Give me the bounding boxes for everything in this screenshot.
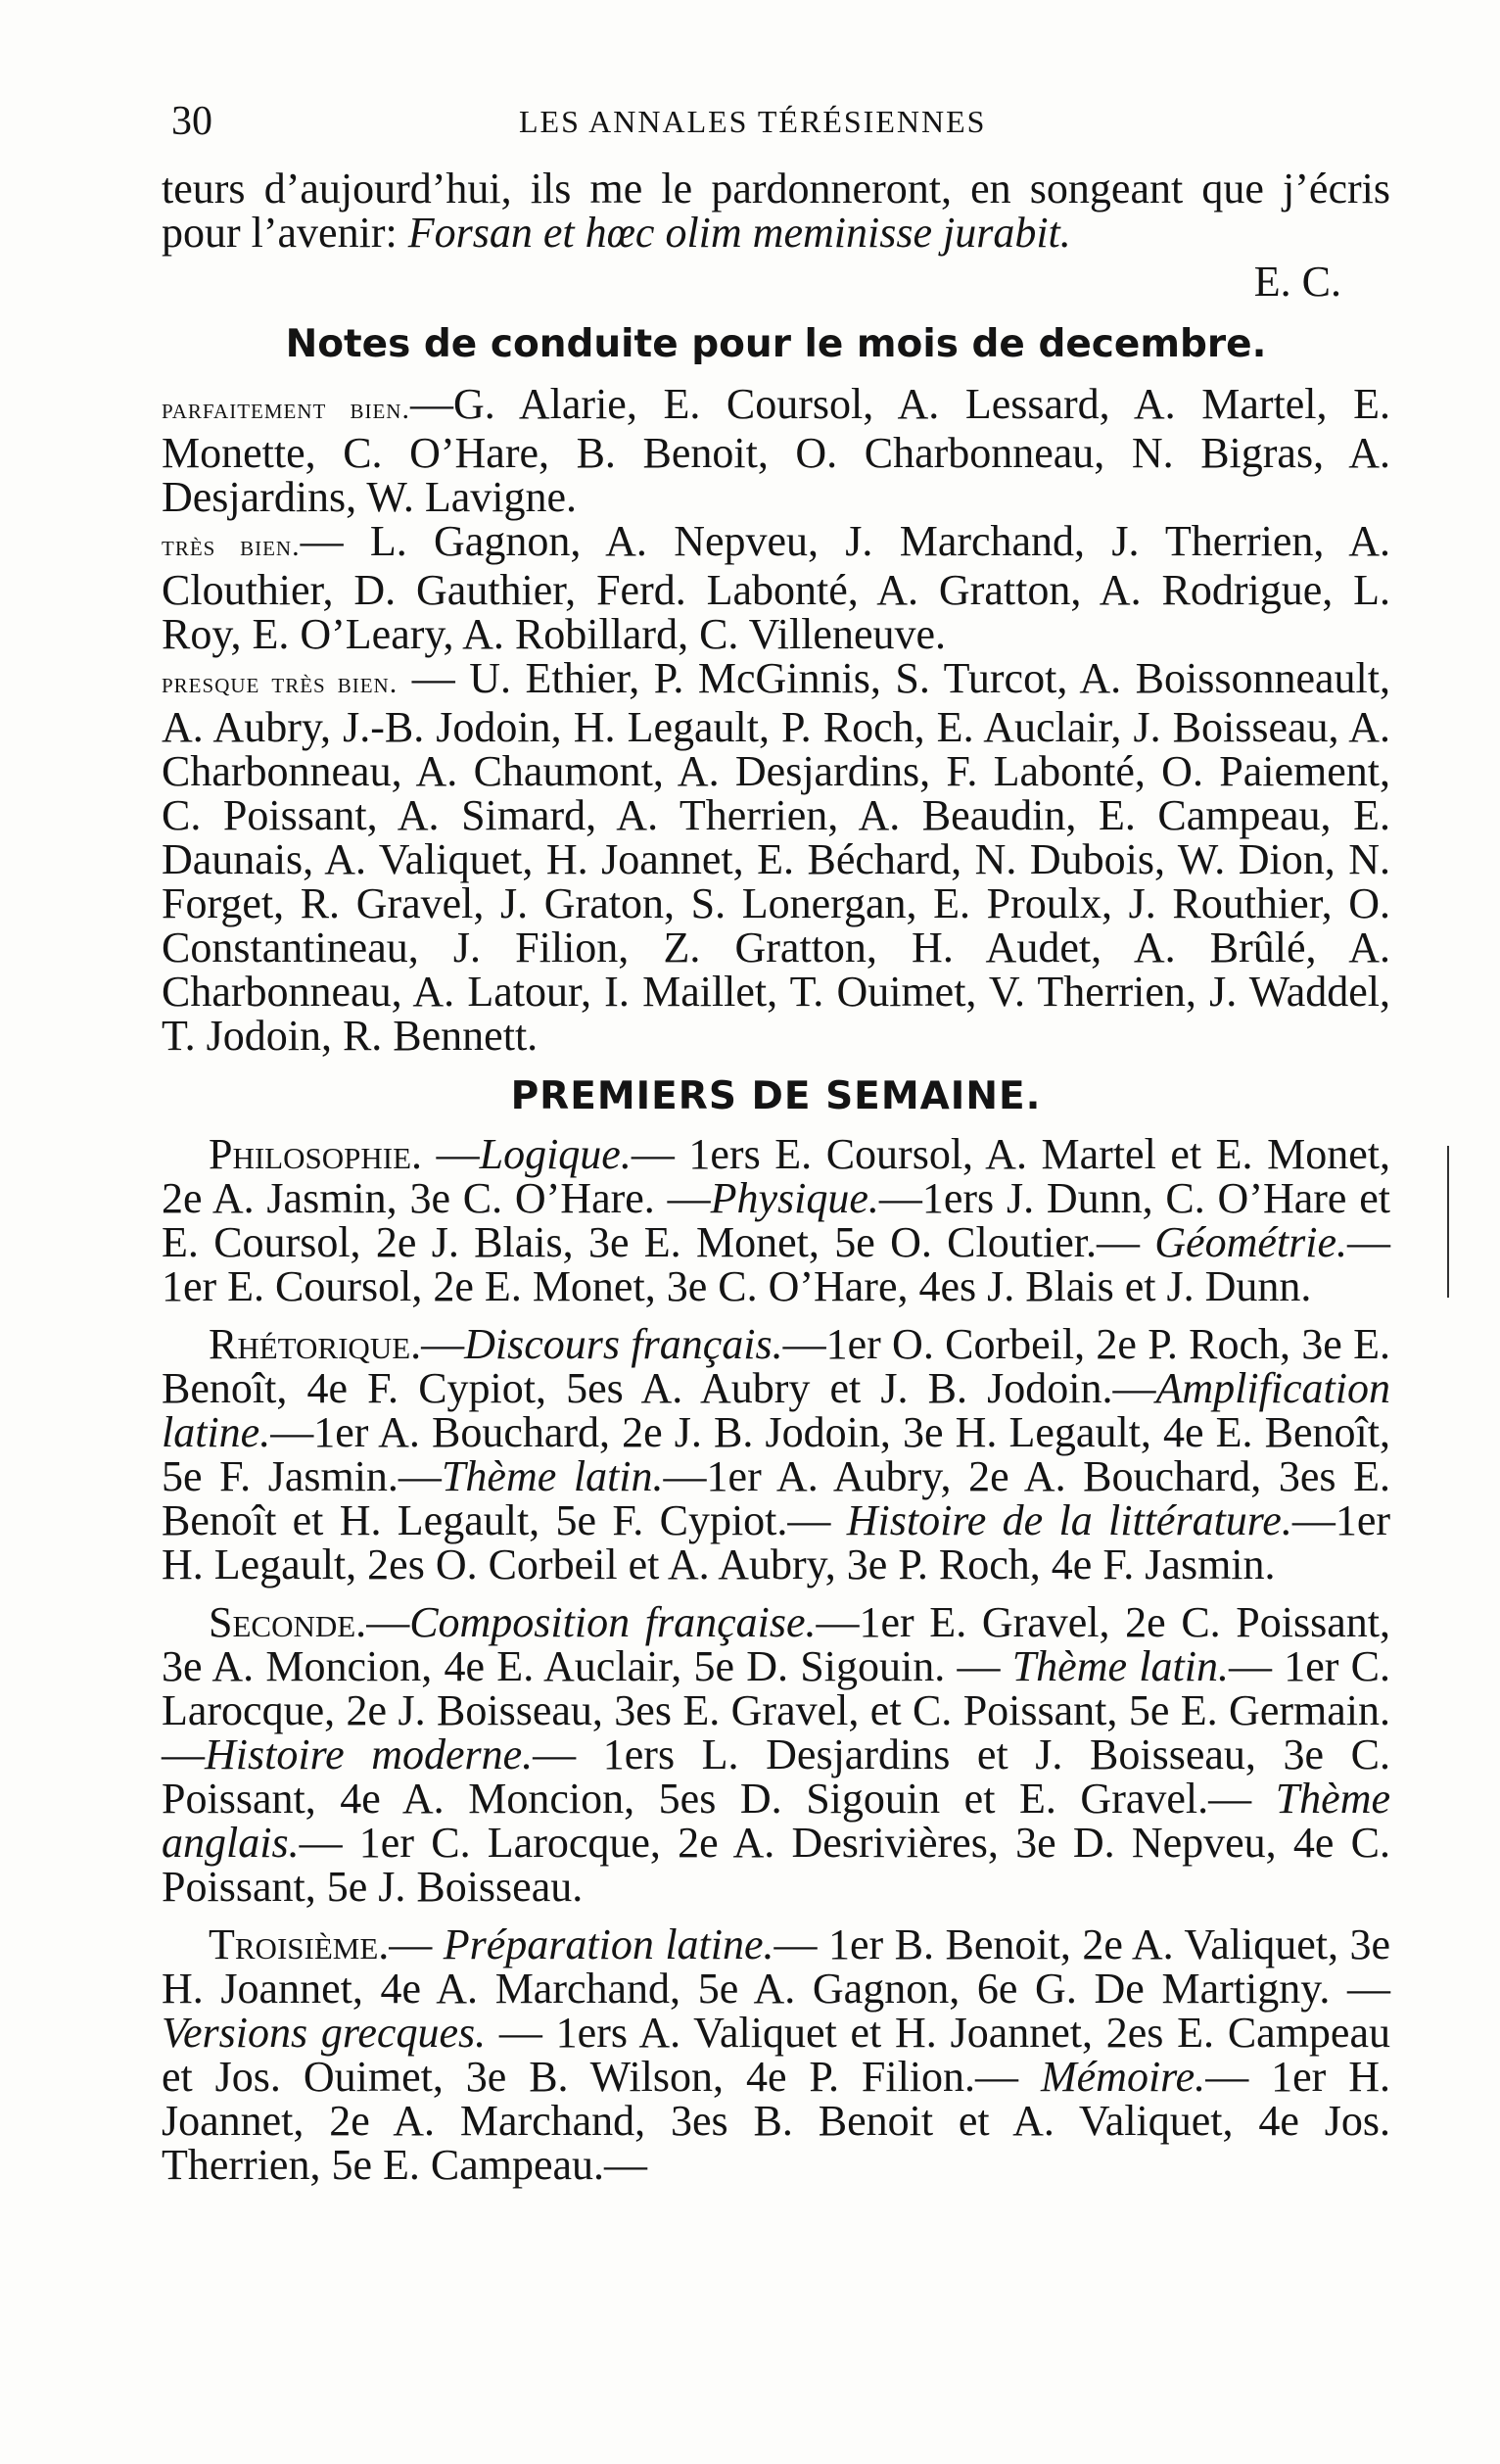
class-label: Philosophie. <box>209 1130 423 1178</box>
intro-text: teurs d’aujourd’hui, ils me le pardonneront, en songeant que j’écris pour l’avenir: <box>162 165 1390 257</box>
text: —1er E. Gravel, 2e C. Poissant, 3e A. Moncion, 4e E. Auclair, 5e D. Sigouin. — <box>162 1598 1390 1690</box>
text: — 1er H. Joannet, 2e A. Marchand, 3es B. Benoit et A. Valiquet, 4e Jos. Therrien, 5e E. Campeau.— <box>162 2053 1390 2189</box>
margin-rule <box>1447 1146 1449 1298</box>
grade-names: —G. Alarie, E. Coursol, A. Lessard, A. Martel, E. Monette, C. O’Hare, B. Benoit, O. Charbonneau, N. Bigras, A. Desjardins, W. Lavigne. <box>162 380 1390 521</box>
text: —1er A. Bouchard, 2e J. B. Jodoin, 3e H. Legault, 4e E. Benoît, 5e F. Jasmin.— <box>162 1408 1390 1500</box>
subject: Mémoire. <box>1040 2053 1206 2101</box>
text: —1er A. Aubry, 2e A. Bouchard, 3es E. Benoît et H. Legault, 5e F. Cypiot.— <box>162 1452 1391 1544</box>
text: — 1ers L. Desjardins et J. Boisseau, 3e C. Poissant, 4e A. Moncion, 5es D. Sigouin et E. Gravel.— <box>162 1730 1390 1823</box>
text: — <box>366 1598 410 1646</box>
class-rhetorique <box>162 1322 1390 1587</box>
book-page <box>162 98 1390 2187</box>
text: — 1er C. Larocque, 2e A. Desrivières, 3e D. Nepveu, 4e C. Poissant, 5e J. Boisseau. <box>162 1819 1390 1911</box>
conduct-heading: Notes de conduite pour le mois de decembre. <box>285 322 1267 366</box>
subject: Thème latin. <box>1011 1642 1229 1690</box>
subject: Amplification latine. <box>162 1364 1390 1456</box>
subject: Versions grecques. <box>162 2009 487 2057</box>
author-signature: E. C. <box>1253 258 1341 306</box>
subject: Histoire de la littérature. <box>846 1496 1292 1544</box>
subject: Physique. <box>710 1174 879 1222</box>
class-philosophie <box>162 1132 1390 1308</box>
text: — 1ers A. Valiquet et H. Joannet, 2es E. Campeau et Jos. Ouimet, 3e B. Wilson, 4e P. Filion.— <box>162 2009 1390 2101</box>
grade-names: — L. Gagnon, A. Nepveu, J. Marchand, J. Therrien, A. Clouthier, D. Gauthier, Ferd. Labonté, A. Gratton, A. Rodrigue, L. Roy, E. O’Leary, A. Robillard, C. Villeneuve. <box>162 517 1390 658</box>
class-label: Rhétorique. <box>209 1320 422 1368</box>
grade-label: parfaitement bien. <box>162 393 410 425</box>
subject: Géométrie. <box>1154 1218 1347 1266</box>
page-header <box>162 98 1390 166</box>
grade-label: presque très bien. <box>162 667 398 699</box>
subject: Thème anglais. <box>162 1775 1390 1867</box>
subject: Thème latin. <box>441 1452 664 1500</box>
grade-names: — U. Ethier, P. McGinnis, S. Turcot, A. Boissonneault, A. Aubry, J.-B. Jodoin, H. Legault, P. Roch, E. Auclair, J. Boisseau, A. Charbonneau, A. Chaumont, A. Desjardins, F. Labonté, O. Paiement, C. Poissant, A. Simard, A. Therrien, A. Beaudin, E. Campeau, E. Daunais, A. Valiquet, H. Joannet, E. Béchard, N. Dubois, W. Dion, N. Forget, R. Gravel, J. Graton, S. Lonergan, E. Proulx, J. Routhier, O. Constantineau, J. Filion, Z. Gratton, H. Audet, A. Brûlé, A. Charbonneau, A. Latour, I. Maillet, T. Ouimet, V. Therrien, J. Waddel, T. Jodoin, R. Bennett. <box>162 654 1391 1060</box>
text: — <box>389 1920 444 1968</box>
page-number: 30 <box>171 99 212 144</box>
class-seconde <box>162 1600 1390 1909</box>
class-label: Troisième. <box>209 1920 390 1968</box>
text: —1ers J. Dunn, C. O’Hare et E. Coursol, 2e J. Blais, 3e E. Monet, 5e O. Cloutier.— <box>162 1174 1390 1266</box>
intro-paragraph <box>162 166 1390 255</box>
subject: Histoire moderne. <box>205 1730 534 1778</box>
text: — 1er B. Benoit, 2e A. Valiquet, 3e H. Joannet, 4e A. Marchand, 5e A. Gagnon, 6e G. De Martigny. — <box>162 1920 1390 2013</box>
subject: Logique. <box>479 1130 632 1178</box>
subject: Composition française. <box>409 1598 817 1646</box>
premiers-heading: PREMIERS DE SEMAINE. <box>510 1074 1042 1118</box>
text: —1er O. Corbeil, 2e P. Roch, 3e E. Benoît, 4e F. Cypiot, 5es A. Aubry et J. B. Jodoin.— <box>162 1320 1390 1412</box>
latin-quote: Forsan et hœc olim meminisse jurabit. <box>407 209 1071 257</box>
subject: Préparation latine. <box>443 1920 774 1968</box>
class-label: Seconde. <box>209 1598 367 1646</box>
text: — 1er C. Larocque, 2e J. Boisseau, 3es E. Gravel, et C. Poissant, 5e E. Germain.— <box>162 1642 1390 1778</box>
conduct-presque <box>162 656 1390 1058</box>
conduct-tres-bien <box>162 519 1390 656</box>
grade-label: très bien. <box>162 530 301 562</box>
text: —1er H. Legault, 2es O. Corbeil et A. Aubry, 3e P. Roch, 4e F. Jasmin. <box>162 1496 1391 1588</box>
subject: Discours français. <box>464 1320 783 1368</box>
text: — 1ers E. Coursol, A. Martel et E. Monet, 2e A. Jasmin, 3e C. O’Hare. — <box>162 1130 1390 1222</box>
text: — <box>421 1320 465 1368</box>
text: — <box>422 1130 480 1178</box>
conduct-parfaitement <box>162 382 1390 519</box>
running-title: LES ANNALES TÉRÉSIENNES <box>519 104 987 139</box>
text: — 1er E. Coursol, 2e E. Monet, 3e C. O’Hare, 4es J. Blais et J. Dunn. <box>162 1218 1390 1310</box>
class-troisieme <box>162 1922 1390 2187</box>
